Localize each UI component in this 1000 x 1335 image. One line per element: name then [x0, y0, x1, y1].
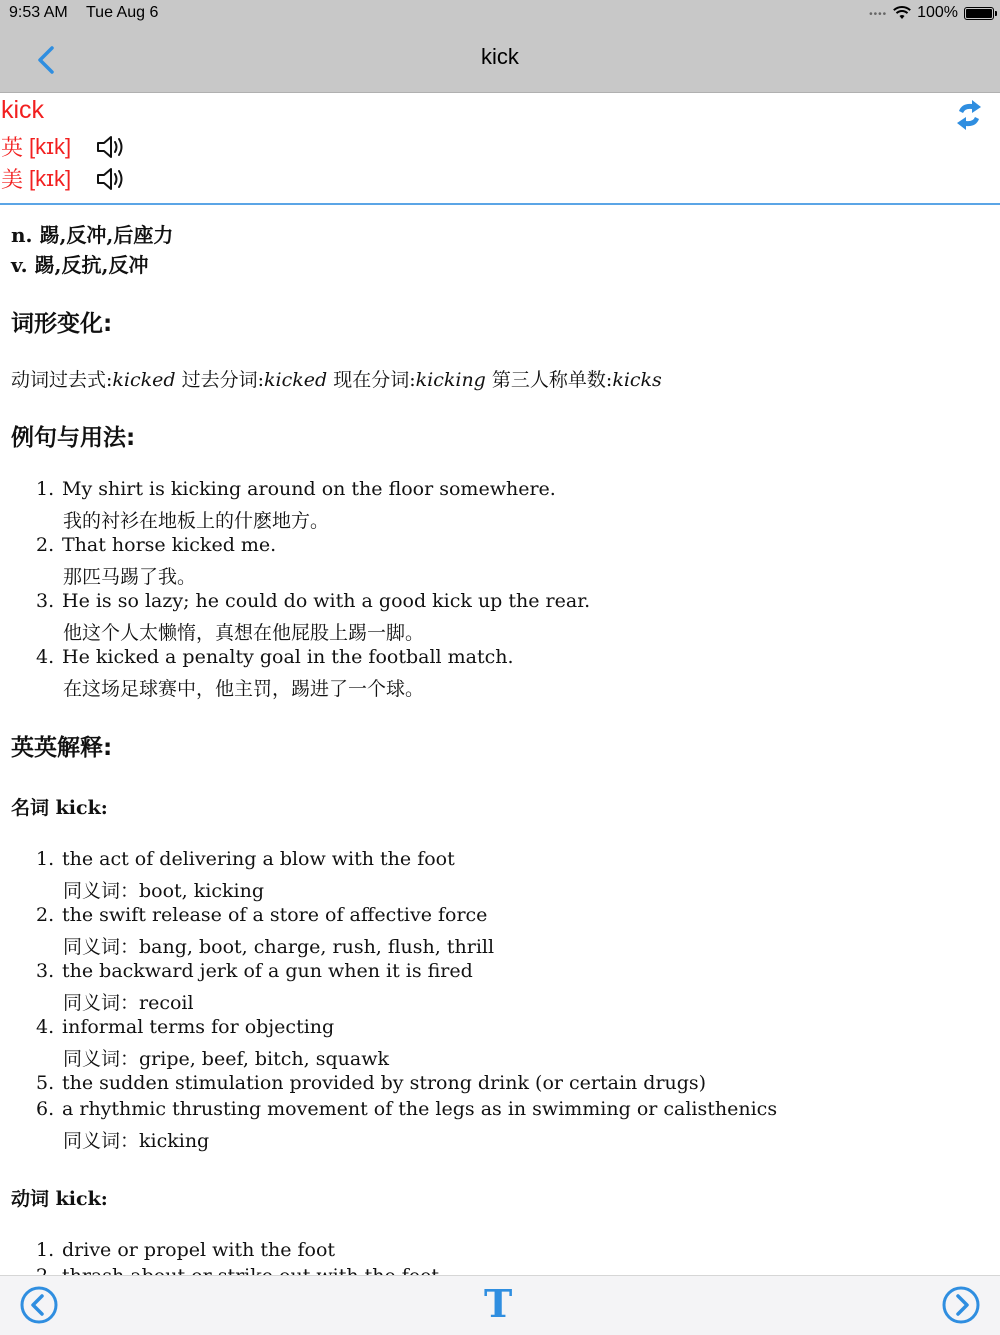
- us-label: 美: [1, 167, 24, 192]
- english-definitions-title: 英英解释:: [11, 735, 113, 761]
- item-number: 3.: [36, 960, 55, 982]
- sense-text: drive or propel with the foot: [62, 1239, 336, 1261]
- noun-sense-item: [36, 904, 495, 958]
- example-chinese: 那匹马踢了我。: [63, 566, 197, 588]
- example-item: [36, 646, 514, 700]
- example-english: He is so lazy; he could do with a good kick up the rear.: [62, 590, 591, 612]
- us-pronunciation: [1, 163, 125, 194]
- cellular-signal-icon: ••••: [869, 8, 888, 20]
- synonyms: 同义词：bang, boot, charge, rush, flush, thrill: [63, 936, 495, 958]
- item-number: 4.: [36, 646, 55, 668]
- word-header: [0, 93, 1000, 205]
- battery-icon: [964, 7, 994, 20]
- form-value: kicked: [112, 369, 176, 391]
- item-number: 1.: [36, 1239, 55, 1261]
- example-item: [36, 534, 277, 588]
- sense-text: the backward jerk of a gun when it is fired: [62, 960, 473, 982]
- noun-sense-item: [36, 1098, 778, 1152]
- verb-definition: v. 踢,反抗,反冲: [11, 253, 149, 277]
- example-chinese: 我的衬衫在地板上的什麽地方。: [63, 510, 330, 532]
- status-indicators: [869, 4, 994, 22]
- sense-text: the act of delivering a blow with the foot: [62, 848, 455, 870]
- example-english: He kicked a penalty goal in the football match.: [62, 646, 514, 668]
- headword: kick: [1, 96, 45, 124]
- sense-text: informal terms for objecting: [62, 1016, 335, 1038]
- definition-content: [0, 205, 1000, 1275]
- word-forms-title: 词形变化:: [11, 311, 113, 337]
- example-item: [36, 478, 556, 532]
- noun-sense-item: [36, 1016, 389, 1070]
- form-value: kicking: [415, 369, 486, 391]
- verb-sense-item: [36, 1239, 335, 1261]
- form-value: kicks: [612, 369, 662, 391]
- status-time: 9:53 AM: [9, 4, 68, 21]
- example-chinese: 他这个人太懒惰，真想在他屁股上踢一脚。: [63, 622, 425, 644]
- examples-title: 例句与用法:: [11, 425, 136, 451]
- item-number: 3.: [36, 590, 55, 612]
- noun-sense-item: [36, 960, 473, 1014]
- example-item: [36, 590, 591, 644]
- form-label: 第三人称单数:: [491, 369, 613, 391]
- uk-label: 英: [1, 135, 24, 160]
- form-label: 过去分词:: [181, 369, 265, 391]
- synonyms: 同义词：boot, kicking: [63, 880, 264, 902]
- form-label: 现在分词:: [333, 369, 416, 391]
- navigation-bar: [0, 28, 1000, 93]
- sense-text: the swift release of a store of affective force: [62, 904, 488, 926]
- example-english: My shirt is kicking around on the floor somewhere.: [62, 478, 556, 500]
- example-english: That horse kicked me.: [62, 534, 277, 556]
- previous-circle-icon[interactable]: [19, 1285, 59, 1325]
- form-value: kicked: [264, 369, 328, 391]
- us-ipa: [kɪk]: [29, 165, 72, 191]
- refresh-icon[interactable]: [954, 97, 984, 133]
- page-title: kick: [481, 44, 519, 69]
- wifi-icon: [893, 6, 911, 20]
- noun-definition: n. 踢,反冲,后座力: [11, 223, 174, 247]
- item-number: 6.: [36, 1098, 55, 1120]
- uk-pronunciation: [1, 131, 125, 162]
- item-number: 1.: [36, 478, 55, 500]
- sense-text: the sudden stimulation provided by strong drink (or certain drugs): [62, 1072, 707, 1094]
- item-number: 2.: [36, 534, 55, 556]
- font-size-button[interactable]: T: [484, 1281, 513, 1326]
- battery-percent: 100%: [917, 4, 958, 21]
- noun-sense-item: [36, 848, 455, 902]
- noun-section-title: 名词 kick:: [11, 797, 108, 819]
- synonyms: 同义词：gripe, beef, bitch, squawk: [63, 1048, 389, 1070]
- sense-text: a rhythmic thrusting movement of the legs as in swimming or calisthenics: [62, 1098, 778, 1120]
- example-chinese: 在这场足球赛中，他主罚，踢进了一个球。: [63, 678, 425, 700]
- status-bar: [0, 0, 1000, 28]
- speaker-icon[interactable]: [95, 133, 125, 161]
- item-number: 1.: [36, 848, 55, 870]
- item-number: 5.: [36, 1072, 55, 1094]
- uk-ipa: [kɪk]: [29, 133, 72, 159]
- form-label: 动词过去式:: [11, 369, 113, 391]
- verb-section-title: 动词 kick:: [11, 1188, 108, 1210]
- speaker-icon[interactable]: [95, 165, 125, 193]
- item-number: 2.: [36, 904, 55, 926]
- item-number: 4.: [36, 1016, 55, 1038]
- status-date: Tue Aug 6: [86, 4, 159, 21]
- next-circle-icon[interactable]: [941, 1285, 981, 1325]
- synonyms: 同义词：recoil: [63, 992, 194, 1014]
- bottom-toolbar: [0, 1275, 1000, 1335]
- synonyms: 同义词：kicking: [63, 1130, 210, 1152]
- noun-sense-item: [36, 1072, 706, 1094]
- word-forms-line: [11, 365, 662, 392]
